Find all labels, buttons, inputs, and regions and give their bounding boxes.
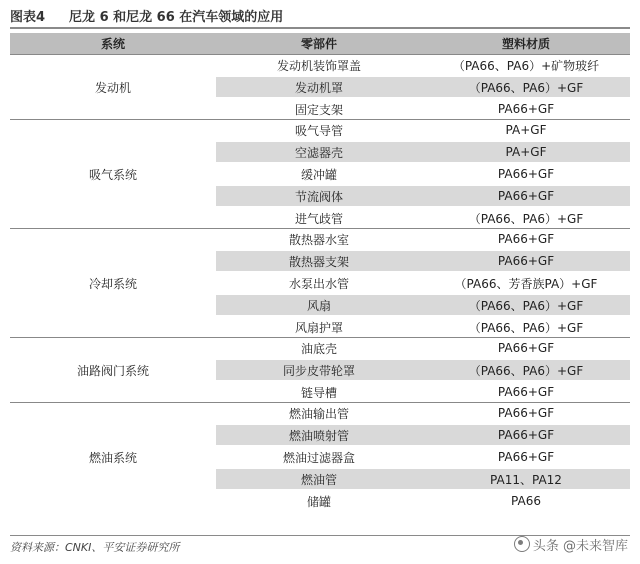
part-cell: 同步皮带轮罩	[216, 359, 422, 381]
material-cell: PA+GF	[422, 120, 630, 142]
part-cell: 吸气导管	[216, 120, 422, 142]
part-cell: 固定支架	[216, 98, 422, 120]
part-cell: 燃油喷射管	[216, 424, 422, 446]
figure-title: 尼龙 6 和尼龙 66 在汽车领域的应用	[69, 9, 284, 25]
watermark-text: 头条 @未来智库	[532, 538, 628, 554]
material-cell: PA11、PA12	[422, 468, 630, 490]
part-cell: 燃油管	[216, 468, 422, 490]
material-cell: （PA66、PA6）+GF	[422, 316, 630, 338]
material-cell: （PA66、PA6）+矿物玻纤	[422, 55, 630, 77]
part-cell: 散热器支架	[216, 250, 422, 272]
part-cell: 风扇护罩	[216, 316, 422, 338]
material-cell: （PA66、PA6）+GF	[422, 359, 630, 381]
material-cell: PA66+GF	[422, 338, 630, 360]
header-row	[10, 33, 630, 55]
material-cell: PA66+GF	[422, 403, 630, 425]
application-table	[10, 33, 630, 511]
table-body	[10, 55, 630, 512]
table-row	[10, 55, 630, 77]
table-row	[10, 229, 630, 251]
part-cell: 发动机装饰罩盖	[216, 55, 422, 77]
part-cell: 进气歧管	[216, 207, 422, 229]
part-cell: 燃油输出管	[216, 403, 422, 425]
part-cell: 链导槽	[216, 381, 422, 403]
system-cell: 冷却系统	[10, 229, 216, 338]
header-system: 系统	[10, 33, 216, 55]
source-note: 资料来源：CNKI、平安证券研究所	[10, 541, 180, 554]
material-cell: PA66	[422, 490, 630, 511]
part-cell: 油底壳	[216, 338, 422, 360]
material-cell: PA66+GF	[422, 381, 630, 403]
material-cell: PA66+GF	[422, 250, 630, 272]
figure-title-bar	[10, 4, 630, 26]
material-cell: （PA66、PA6）+GF	[422, 207, 630, 229]
system-cell: 燃油系统	[10, 403, 216, 512]
material-cell: PA66+GF	[422, 229, 630, 251]
part-cell: 储罐	[216, 490, 422, 511]
material-cell: PA66+GF	[422, 163, 630, 185]
watermark-logo-icon	[514, 536, 530, 552]
part-cell: 缓冲罐	[216, 163, 422, 185]
material-cell: PA66+GF	[422, 424, 630, 446]
material-cell: PA66+GF	[422, 98, 630, 120]
part-cell: 节流阀体	[216, 185, 422, 207]
figure-label: 图表4	[10, 9, 46, 25]
top-rule	[10, 27, 630, 29]
header-part: 零部件	[216, 33, 422, 55]
watermark	[514, 533, 628, 555]
system-cell: 发动机	[10, 55, 216, 120]
material-cell: PA66+GF	[422, 185, 630, 207]
material-cell: （PA66、PA6）+GF	[422, 76, 630, 98]
part-cell: 空滤器壳	[216, 141, 422, 163]
material-cell: （PA66、PA6）+GF	[422, 294, 630, 316]
table-row	[10, 338, 630, 360]
table-row	[10, 403, 630, 425]
part-cell: 风扇	[216, 294, 422, 316]
part-cell: 燃油过滤器盒	[216, 446, 422, 468]
header-material: 塑料材质	[422, 33, 630, 55]
part-cell: 散热器水室	[216, 229, 422, 251]
material-cell: PA+GF	[422, 141, 630, 163]
material-cell: （PA66、芳香族PA）+GF	[422, 272, 630, 294]
part-cell: 水泵出水管	[216, 272, 422, 294]
system-cell: 油路阀门系统	[10, 338, 216, 403]
system-cell: 吸气系统	[10, 120, 216, 229]
part-cell: 发动机罩	[216, 76, 422, 98]
material-cell: PA66+GF	[422, 446, 630, 468]
table-row	[10, 120, 630, 142]
